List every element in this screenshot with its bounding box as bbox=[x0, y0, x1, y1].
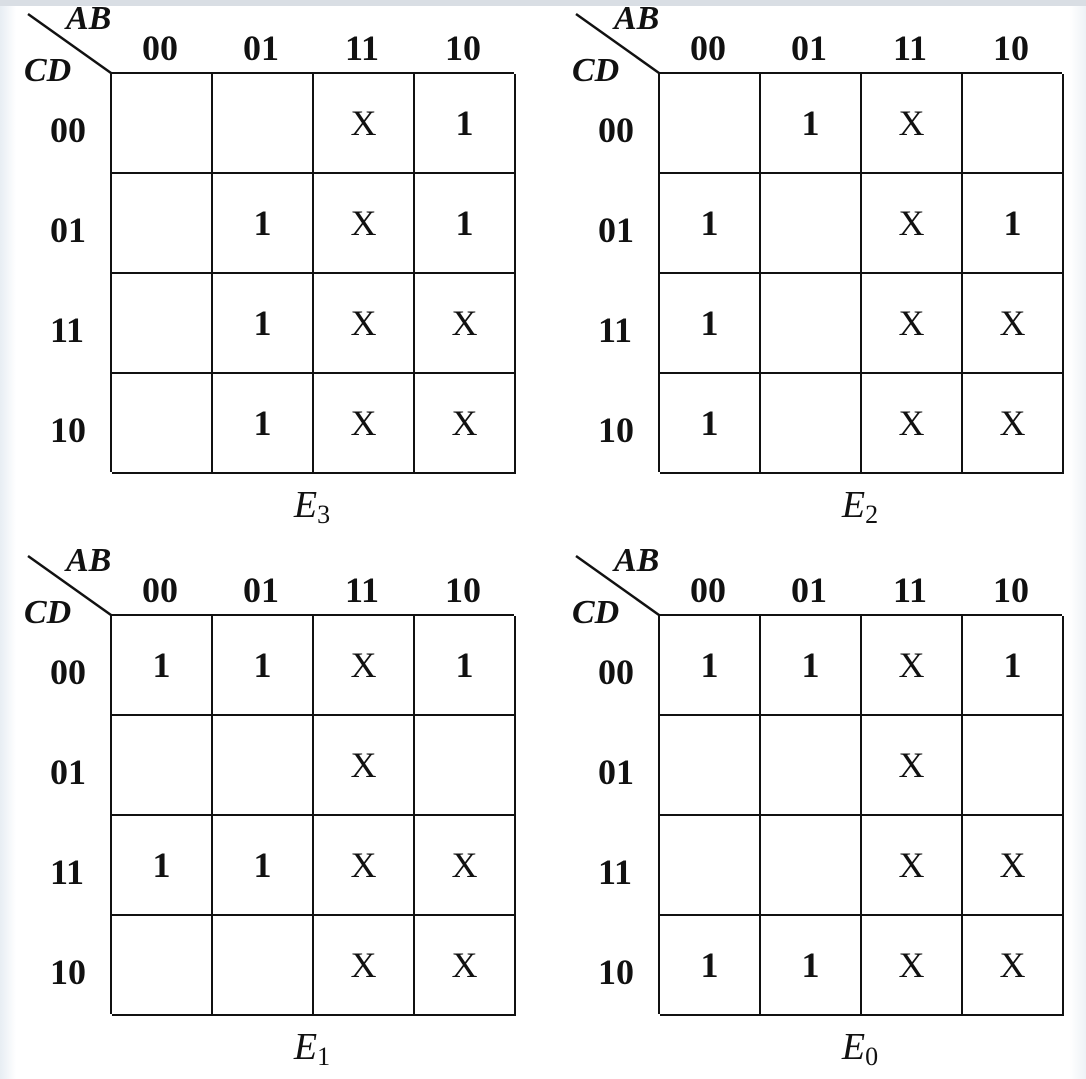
kmap-cell: X bbox=[862, 274, 963, 374]
kmap-cell: X bbox=[862, 616, 963, 716]
kmap-title-subscript: 1 bbox=[317, 1042, 331, 1071]
cd-variable-label: CD bbox=[572, 52, 620, 89]
kmap-cell: X bbox=[862, 74, 963, 174]
kmap-cell bbox=[761, 716, 862, 816]
kmap-cell: X bbox=[415, 374, 516, 474]
kmap-cell: X bbox=[862, 374, 963, 474]
kmap-e2 bbox=[550, 0, 1070, 530]
ab-variable-label: AB bbox=[66, 0, 112, 37]
kmap-cell bbox=[761, 374, 862, 474]
kmap-cell: X bbox=[862, 916, 963, 1016]
kmap-cell: X bbox=[862, 174, 963, 274]
column-header: 01 bbox=[791, 28, 827, 68]
column-header: 11 bbox=[892, 570, 927, 610]
kmap-cell: X bbox=[415, 274, 516, 374]
kmap-title-subscript: 3 bbox=[317, 500, 331, 529]
kmap-cell bbox=[761, 816, 862, 916]
kmap-cell: 1 bbox=[660, 616, 761, 716]
kmap-title-subscript: 2 bbox=[865, 500, 879, 529]
kmap-cell: 1 bbox=[213, 616, 314, 716]
kmap-title-name: E bbox=[293, 1026, 318, 1068]
kmap-cell: 1 bbox=[213, 274, 314, 374]
column-header: 11 bbox=[344, 570, 379, 610]
kmap-title-name: E bbox=[841, 1026, 866, 1068]
kmap-cell bbox=[963, 716, 1064, 816]
cd-variable-label: CD bbox=[24, 594, 72, 631]
kmap-cell bbox=[761, 274, 862, 374]
column-header: 11 bbox=[344, 28, 379, 68]
kmap-grid bbox=[110, 72, 514, 472]
column-header: 00 bbox=[142, 28, 178, 68]
kmap-cell bbox=[112, 74, 213, 174]
kmap-cell bbox=[213, 716, 314, 816]
column-header: 10 bbox=[445, 570, 481, 610]
kmap-cell: 1 bbox=[660, 174, 761, 274]
row-header: 11 bbox=[598, 852, 633, 892]
column-header: 00 bbox=[690, 28, 726, 68]
kmap-title bbox=[262, 1028, 362, 1070]
row-header: 11 bbox=[598, 310, 633, 350]
row-header: 00 bbox=[50, 110, 86, 150]
kmap-cell bbox=[415, 716, 516, 816]
kmap-title-subscript: 0 bbox=[865, 1042, 879, 1071]
kmap-cell bbox=[112, 716, 213, 816]
row-header: 10 bbox=[50, 952, 86, 992]
column-header: 10 bbox=[993, 570, 1029, 610]
kmap-title-name: E bbox=[293, 484, 318, 526]
row-header: 11 bbox=[50, 852, 85, 892]
kmap-cell: 1 bbox=[415, 74, 516, 174]
kmap-cell: X bbox=[314, 374, 415, 474]
kmap-e3 bbox=[2, 0, 522, 530]
column-header: 10 bbox=[993, 28, 1029, 68]
row-header: 11 bbox=[50, 310, 85, 350]
row-header: 10 bbox=[50, 410, 86, 450]
kmap-cell: 1 bbox=[415, 174, 516, 274]
kmap-cell: X bbox=[314, 74, 415, 174]
kmap-cell: 1 bbox=[761, 916, 862, 1016]
kmap-cell: X bbox=[415, 916, 516, 1016]
kmap-e0 bbox=[550, 542, 1070, 1072]
kmap-cell: X bbox=[963, 816, 1064, 916]
row-header: 01 bbox=[50, 752, 86, 792]
column-header: 01 bbox=[243, 28, 279, 68]
column-header: 01 bbox=[791, 570, 827, 610]
kmap-title-name: E bbox=[841, 484, 866, 526]
row-header: 01 bbox=[50, 210, 86, 250]
kmap-cell: X bbox=[314, 816, 415, 916]
kmap-cell: X bbox=[314, 616, 415, 716]
kmap-cell: 1 bbox=[963, 616, 1064, 716]
kmap-cell bbox=[660, 716, 761, 816]
kmap-cell bbox=[112, 174, 213, 274]
ab-variable-label: AB bbox=[66, 542, 112, 579]
kmap-e1 bbox=[2, 542, 522, 1072]
column-header: 10 bbox=[445, 28, 481, 68]
row-header: 01 bbox=[598, 210, 634, 250]
column-header: 01 bbox=[243, 570, 279, 610]
kmap-cell bbox=[660, 816, 761, 916]
kmap-cell: X bbox=[862, 716, 963, 816]
kmap-cell: X bbox=[963, 916, 1064, 1016]
kmap-cell bbox=[213, 916, 314, 1016]
cd-variable-label: CD bbox=[24, 52, 72, 89]
kmap-corner bbox=[550, 0, 670, 89]
kmap-cell bbox=[660, 74, 761, 174]
row-header: 00 bbox=[598, 110, 634, 150]
kmap-cell bbox=[112, 374, 213, 474]
kmap-cell: 1 bbox=[112, 816, 213, 916]
column-header: 00 bbox=[142, 570, 178, 610]
kmap-title bbox=[810, 1028, 910, 1070]
kmap-cell: X bbox=[314, 174, 415, 274]
kmap-title bbox=[262, 486, 362, 528]
kmap-corner bbox=[2, 542, 122, 631]
kmap-cell: 1 bbox=[213, 816, 314, 916]
kmap-corner bbox=[2, 0, 122, 89]
kmap-cell: 1 bbox=[660, 274, 761, 374]
ab-variable-label: AB bbox=[614, 0, 660, 37]
column-header: 00 bbox=[690, 570, 726, 610]
kmap-cell: X bbox=[963, 274, 1064, 374]
kmap-cell: 1 bbox=[213, 374, 314, 474]
kmap-cell bbox=[112, 916, 213, 1016]
kmap-cell: 1 bbox=[112, 616, 213, 716]
row-header: 00 bbox=[50, 652, 86, 692]
kmap-cell: 1 bbox=[213, 174, 314, 274]
kmap-grid bbox=[658, 614, 1062, 1014]
kmap-grid bbox=[658, 72, 1062, 472]
kmap-title bbox=[810, 486, 910, 528]
kmap-grid bbox=[110, 614, 514, 1014]
kmap-cell bbox=[963, 74, 1064, 174]
kmap-corner bbox=[550, 542, 670, 631]
kmap-cell: X bbox=[862, 816, 963, 916]
kmap-cell: X bbox=[314, 916, 415, 1016]
row-header: 01 bbox=[598, 752, 634, 792]
kmap-cell: 1 bbox=[660, 916, 761, 1016]
row-header: 10 bbox=[598, 410, 634, 450]
kmap-cell: X bbox=[314, 716, 415, 816]
ab-variable-label: AB bbox=[614, 542, 660, 579]
kmap-cell bbox=[761, 174, 862, 274]
kmap-cell bbox=[213, 74, 314, 174]
kmap-cell: X bbox=[963, 374, 1064, 474]
kmap-cell: 1 bbox=[415, 616, 516, 716]
kmap-cell: 1 bbox=[660, 374, 761, 474]
kmap-cell: X bbox=[415, 816, 516, 916]
kmap-cell: X bbox=[314, 274, 415, 374]
column-header: 11 bbox=[892, 28, 927, 68]
kmap-cell: 1 bbox=[761, 74, 862, 174]
kmap-cell bbox=[112, 274, 213, 374]
kmap-cell: 1 bbox=[761, 616, 862, 716]
kmap-cell: 1 bbox=[963, 174, 1064, 274]
cd-variable-label: CD bbox=[572, 594, 620, 631]
row-header: 00 bbox=[598, 652, 634, 692]
row-header: 10 bbox=[598, 952, 634, 992]
